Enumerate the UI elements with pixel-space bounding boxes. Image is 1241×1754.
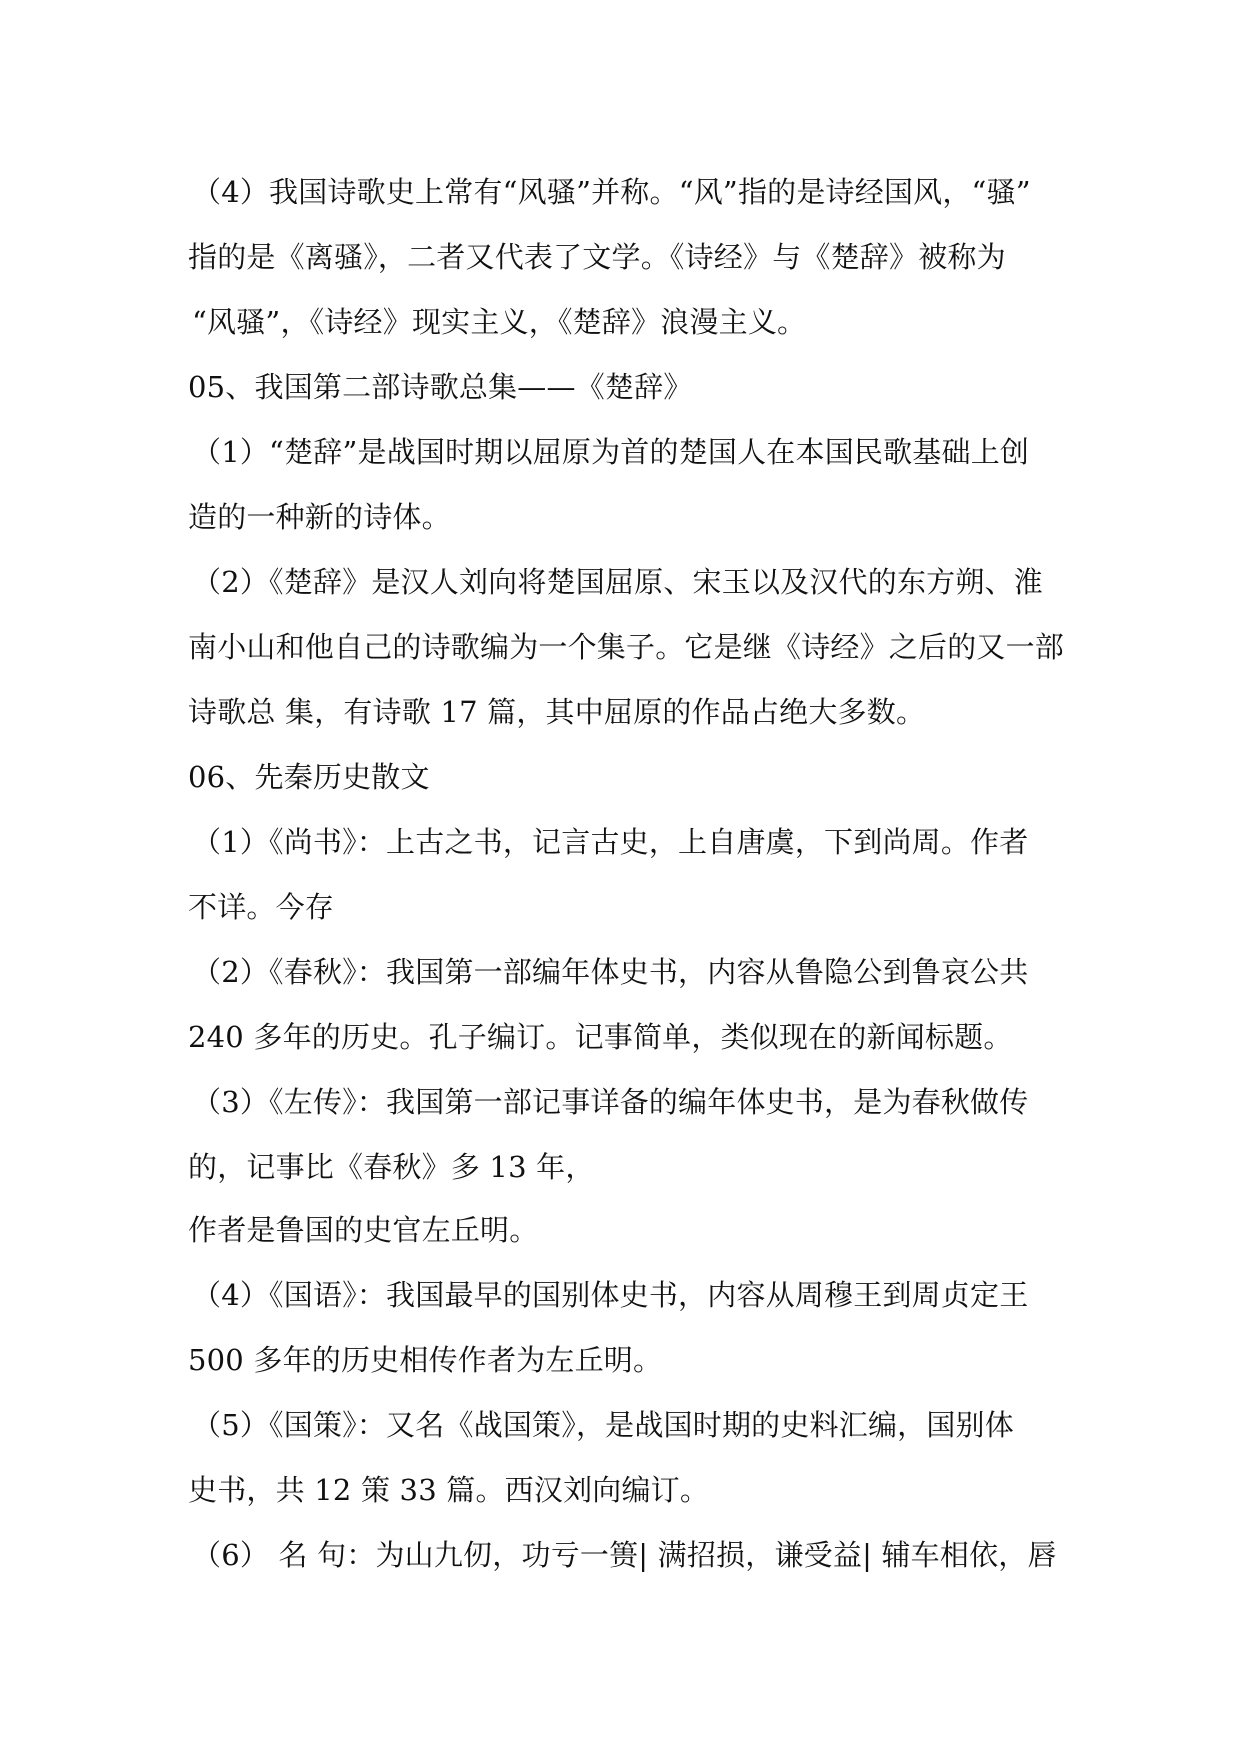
text-line: 的，记事比《春秋》多 13 年， <box>188 1150 595 1184</box>
text-line: （4）我国诗歌史上常有“风骚”并称。“风”指的是诗经国风，“骚” <box>192 175 1031 209</box>
text-line: “风骚”，《诗经》现实主义，《楚辞》浪漫主义。 <box>192 305 807 339</box>
text-line: （2）《春秋》：我国第一部编年体史书，内容从鲁隐公到鲁哀公共 <box>192 955 1029 989</box>
text-line: 500 多年的历史相传作者为左丘明。 <box>188 1343 663 1377</box>
text-line: 240 多年的历史。孔子编订。记事简单，类似现在的新闻标题。 <box>188 1020 1013 1054</box>
text-line: 造的一种新的诗体。 <box>188 500 451 534</box>
section-heading: 06、先秦历史散文 <box>188 760 430 794</box>
text-line: （5）《国策》：又名《战国策》，是战国时期的史料汇编，国别体 <box>192 1408 1014 1442</box>
text-line: 史书，共 12 策 33 篇。西汉刘向编订。 <box>188 1473 710 1507</box>
section-heading: 05、我国第二部诗歌总集——《楚辞》 <box>188 370 693 404</box>
text-line: 南小山和他自己的诗歌编为一个集子。它是继《诗经》之后的又一部 <box>188 630 1065 664</box>
text-line: （2）《楚辞》是汉人刘向将楚国屈原、宋玉以及汉代的东方朔、淮 <box>192 565 1043 599</box>
text-line: （3）《左传》：我国第一部记事详备的编年体史书，是为春秋做传 <box>192 1085 1029 1119</box>
text-line: 作者是鲁国的史官左丘明。 <box>188 1213 539 1247</box>
text-line: （6） 名 句：为山九仞，功亏一篑| 满招损，谦受益| 辅车相依，唇 <box>192 1538 1057 1572</box>
text-line: 指的是《离骚》，二者又代表了文学。《诗经》与《楚辞》被称为 <box>188 240 1006 274</box>
text-line: （4）《国语》：我国最早的国别体史书，内容从周穆王到周贞定王 <box>192 1278 1029 1312</box>
text-line: 不详。今存 <box>188 890 335 924</box>
text-line: 诗歌总 集，有诗歌 17 篇，其中屈原的作品占绝大多数。 <box>188 695 926 729</box>
text-line: （1）《尚书》：上古之书，记言古史，上自唐虞，下到尚周。作者 <box>192 825 1029 859</box>
text-line: （1）“楚辞”是战国时期以屈原为首的楚国人在本国民歌基础上创 <box>192 435 1030 469</box>
